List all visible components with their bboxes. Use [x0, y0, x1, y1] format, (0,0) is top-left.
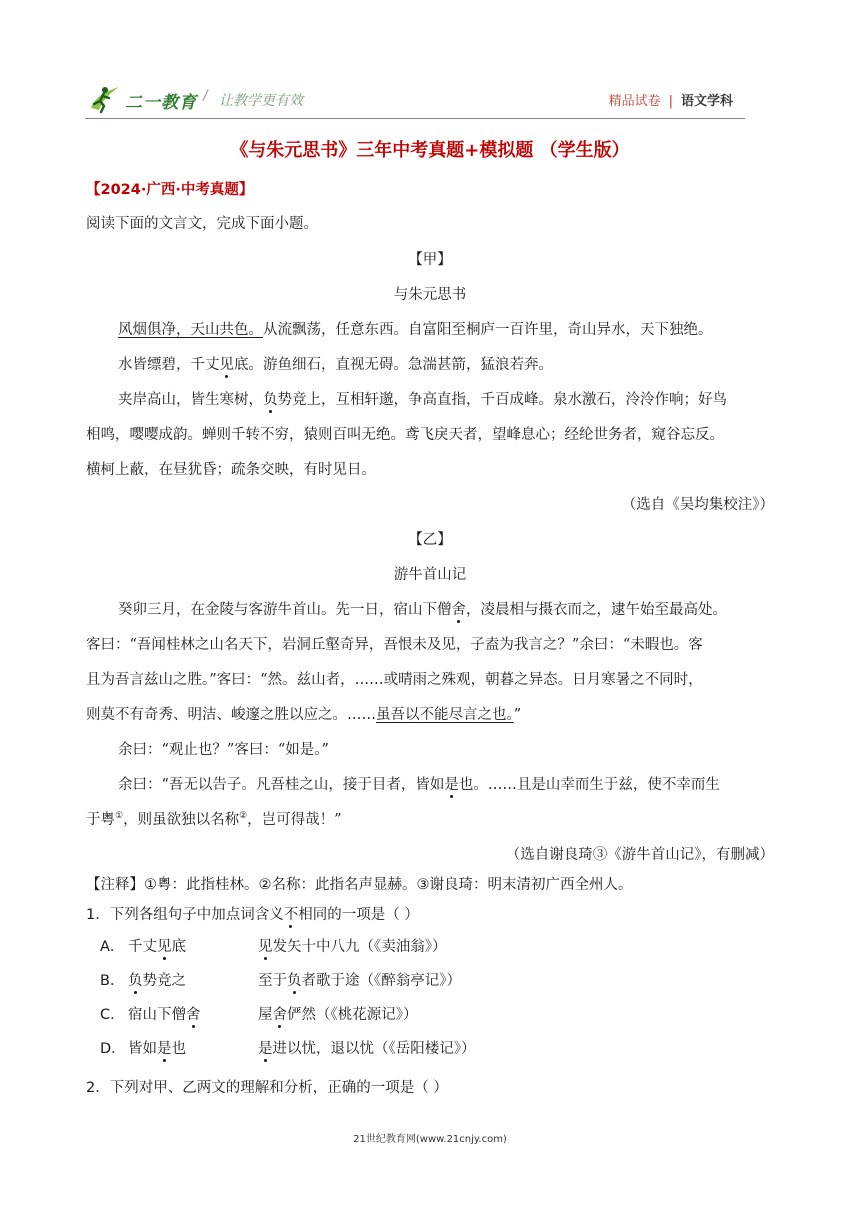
passage-b-source: （选自谢良琦③《游牛首山记》，有删减）	[505, 847, 774, 863]
option-right-phrase: 是进以忧，退以忧（《岳阳楼记》）	[258, 1041, 476, 1057]
passage-b-paragraph-2: 余曰：“观止也？”客曰：“如是。”	[118, 742, 329, 758]
runner-logo-icon	[85, 84, 125, 114]
dotted-word: 负	[263, 392, 278, 408]
annotation-notes: 【注释】①粤：此指桂林。②名称：此指名声显赫。③谢良琦：明末清初广西全州人。	[86, 877, 633, 893]
footnote-ref-2: ②	[239, 811, 248, 822]
passage-b-paragraph-1-line-2: 客曰：“吾闻桂林之山名天下，岩洞丘壑奇异，吾恨未及见，子盍为我言之？”余曰：“未暇也。客	[86, 637, 703, 653]
passage-b-paragraph-1-line-3: 且为吾言兹山之胜。”客曰：“然。兹山者，……或晴雨之殊观，朝暮之异态。日月寒暑之不同时，	[86, 672, 703, 688]
passage-a-paragraph-1: 风烟俱净，天山共色。从流飘荡，任意东西。自富阳至桐庐一百许里，奇山异水，天下独绝。	[118, 322, 713, 338]
underlined-sentence: 风烟俱净，天山共色。	[118, 322, 263, 338]
header-rule	[85, 118, 745, 119]
brand-name: 二一教育	[125, 93, 197, 112]
question-1-option[interactable]	[100, 1037, 476, 1058]
dotted-word: 见	[157, 939, 172, 955]
passage-a-heading: 与朱元思书	[393, 287, 467, 303]
option-letter: D．	[100, 1041, 126, 1057]
dotted-word: 见	[258, 939, 273, 955]
dotted-word: 是	[157, 1041, 172, 1057]
option-letter: A．	[100, 939, 125, 955]
passage-b-paragraph-3-line-1: 余曰：“吾无以告子。凡吾桂之山，接于目者，皆如是也。……且是山幸而生于兹，使不幸而生	[118, 777, 720, 793]
question-2-stem: 2．下列对甲、乙两文的理解和分析，正确的一项是（ ）	[86, 1080, 448, 1096]
option-right-phrase: 至于负者歌于途（《醉翁亭记》）	[258, 973, 461, 989]
dotted-word: 舍	[451, 602, 466, 618]
dotted-word: 舍	[186, 1007, 201, 1023]
tag-premium-paper: 精品试卷	[608, 94, 661, 109]
footnote-ref-1: ①	[115, 811, 124, 822]
passage-b-paragraph-3-line-2: 于粤①，则虽欲独以名称②，岂可得哉！”	[86, 811, 342, 828]
dotted-word: 舍	[272, 1007, 287, 1023]
dotted-word: 见	[219, 357, 234, 373]
header-tags	[609, 90, 733, 109]
brand-slogan: 让教学更有效	[219, 93, 303, 109]
tag-separator: |	[668, 94, 673, 109]
option-left-phrase: 负势竞之	[128, 973, 186, 989]
passage-b-paragraph-1-line-1: 癸卯三月，在金陵与客游牛首山。先一日，宿山下僧舍，凌晨相与摄衣而之，逮午始至最高处。	[118, 602, 727, 618]
option-letter: B．	[100, 973, 125, 989]
option-letter: C．	[100, 1007, 125, 1023]
underlined-sentence: 虽吾以不能尽言之也。	[376, 707, 514, 723]
header-slash: /	[203, 88, 208, 105]
passage-a-source: （选自《吴均集校注》）	[621, 497, 774, 513]
passage-b-paragraph-1-line-4: 则莫不有奇秀、明洁、峻邃之胜以应之。……虽吾以不能尽言之也。”	[86, 707, 522, 723]
option-left-phrase: 千丈见底	[128, 939, 186, 955]
instruction: 阅读下面的文言文，完成下面小题。	[86, 216, 318, 232]
passage-b-heading: 游牛首山记	[393, 567, 467, 583]
passage-a-paragraph-3-line-3: 横柯上蔽，在昼犹昏；疏条交映，有时见日。	[86, 462, 376, 478]
dotted-word: 不	[283, 907, 299, 923]
dotted-word: 是	[444, 777, 459, 793]
page-header	[85, 82, 745, 118]
question-1-option[interactable]	[100, 969, 461, 990]
option-left-phrase: 皆如是也	[128, 1041, 186, 1057]
page-footer: 21世纪教育网(www.21cnjy.com)	[353, 1134, 507, 1145]
passage-a-label: 【甲】	[408, 252, 452, 268]
section-label: 【2024·广西·中考真题】	[86, 182, 254, 198]
question-1-stem: 1．下列各组句子中加点词含义不相同的一项是（ ）	[86, 907, 419, 923]
question-1-option[interactable]	[100, 935, 447, 956]
dotted-word: 负	[287, 973, 302, 989]
document-title: 《与朱元思书》三年中考真题+模拟题 （学生版）	[230, 140, 630, 161]
passage-a-paragraph-3-line-2: 相鸣，嘤嘤成韵。蝉则千转不穷，猿则百叫无绝。鸢飞戾天者，望峰息心；经纶世务者，窥谷忘反。	[86, 427, 724, 443]
passage-b-label: 【乙】	[408, 532, 452, 548]
option-right-phrase: 见发矢十中八九（《卖油翁》）	[258, 939, 447, 955]
option-left-phrase: 宿山下僧舍	[128, 1007, 201, 1023]
passage-a-paragraph-3-line-1: 夹岸高山，皆生寒树，负势竞上，互相轩邈，争高直指，千百成峰。泉水激石，泠泠作响；好鸟	[118, 392, 727, 408]
dotted-word: 负	[128, 973, 143, 989]
tag-subject: 语文学科	[680, 94, 733, 109]
dotted-word: 是	[258, 1041, 273, 1057]
question-1-option[interactable]	[100, 1003, 418, 1024]
passage-a-paragraph-2: 水皆缥碧，千丈见底。游鱼细石，直视无碍。急湍甚箭，猛浪若奔。	[118, 357, 553, 373]
option-right-phrase: 屋舍俨然（《桃花源记》）	[258, 1007, 418, 1023]
